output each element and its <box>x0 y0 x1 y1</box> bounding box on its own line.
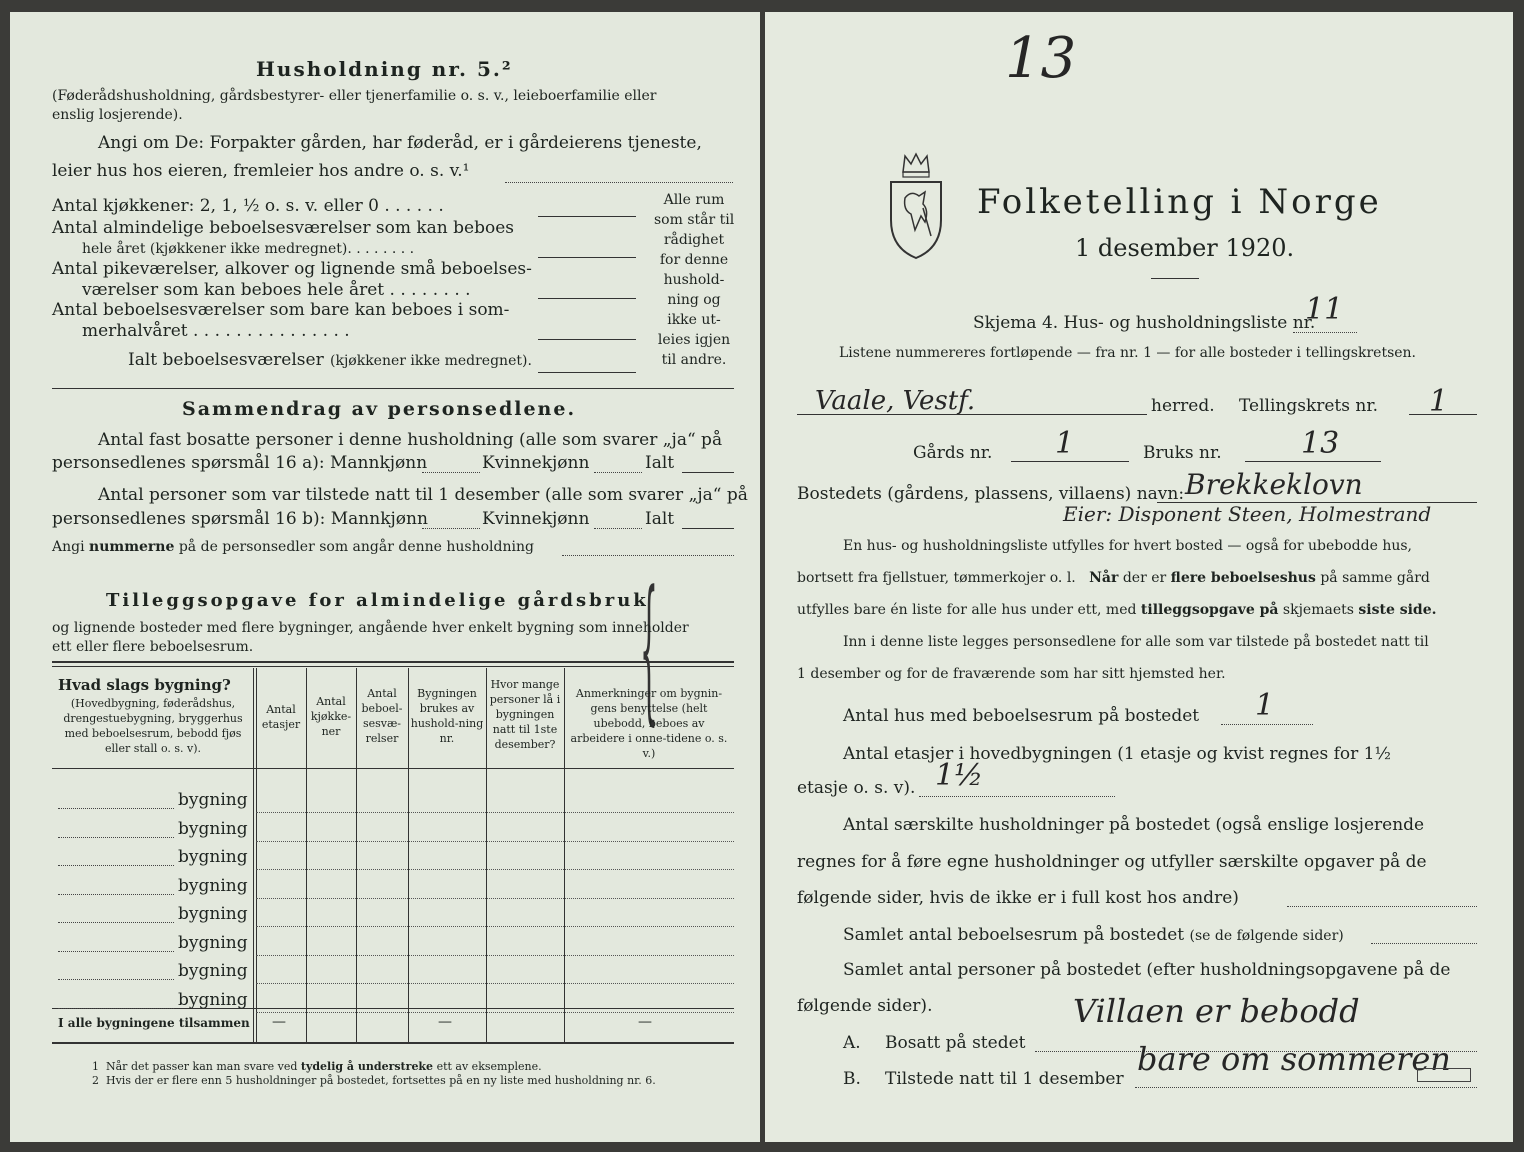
building-row-label: bygning <box>178 904 248 924</box>
printer-stamp <box>1417 1068 1471 1082</box>
para-1c: utfylles bare én liste for alle hus under ett, med tilleggsopgave på skjemaets siste side. <box>797 602 1437 618</box>
para-1a: En hus- og husholdningsliste utfylles for hvert bosted — også for ubebodde hus, <box>843 538 1412 554</box>
summary-2b: personsedlenes spørsmål 16 b): Mannkjønn <box>52 509 428 529</box>
household-subtitle-1: (Føderådshusholdning, gårdsbestyrer- eller tjenerfamilie o. s. v., leieboerfamilie eller <box>52 88 657 104</box>
col-rooms: Antal beboel-sesvæ-relser <box>361 687 403 745</box>
household-title: Husholdning nr. 5.² <box>256 57 513 81</box>
para-2a: Inn i denne liste legges personsedlene for alle som var tilstede på bostedet natt til <box>843 634 1429 650</box>
col-remarks: Anmerkninger om bygnin-gens benyttelse (helt ubebodd, beboes av arbeidere i onne-tidene o. s. v.) <box>570 687 728 760</box>
col-persons: Hvor mange personer lå i bygningen natt til 1ste desember? <box>489 678 561 751</box>
total-buildings-label: I alle bygningene tilsammen <box>58 1016 250 1030</box>
herred-label: herred. <box>1151 396 1215 416</box>
qa-value: Villaen er bebodd <box>1073 992 1360 1030</box>
col-building-head: Hvad slags bygning? <box>58 676 231 694</box>
rooms-total-label: Ialt beboelsesværelser <box>128 350 324 370</box>
rooms-line-2b: værelser som kan beboes hele året . . . . . . . . <box>82 280 471 300</box>
footnote-1: 1 Når det passer kan man svare ved tydelig å understreke ett av eksemplene. <box>92 1060 542 1073</box>
bruks-label: Bruks nr. <box>1143 443 1222 463</box>
main-title: Folketelling i Norge <box>977 182 1382 222</box>
nummer-line: Angi nummerne på de personsedler som angår denne husholdning <box>52 539 534 555</box>
q-persons-b: følgende sider). <box>797 996 933 1016</box>
rooms-line-3a: Antal beboelsesværelser som bare kan beboes i som- <box>52 300 510 320</box>
bosted-label: Bostedets (gårdens, plassens, villaens) navn: <box>797 484 1185 504</box>
summary-2-ialt: Ialt <box>645 509 675 529</box>
household-subtitle-2: enslig losjerende). <box>52 107 183 123</box>
para-2b: 1 desember og for de fraværende som har sitt hjemsted her. <box>797 666 1226 682</box>
side-note: Alle rum som står til rådighet for denne hushold- ning og ikke ut- leies igjen til andre. <box>654 192 735 368</box>
extra-line-1: og lignende bosteder med flere bygninger, angående hver enkelt bygning som inneholder <box>52 620 689 636</box>
q-households-b: regnes for å føre egne husholdninger og utfyller særskilte opgaver på de <box>797 852 1427 872</box>
left-page <box>10 12 760 1142</box>
summary-1-kvinne: Kvinnekjønn <box>482 453 590 473</box>
building-row-label: bygning <box>178 847 248 867</box>
coat-of-arms-icon <box>885 150 947 262</box>
gards-value: 1 <box>1055 426 1075 461</box>
summary-title: Sammendrag av personsedlene. <box>182 398 577 420</box>
summary-1b: personsedlenes spørsmål 16 a): Mannkjønn <box>52 453 428 473</box>
q-floors-value: 1½ <box>935 758 984 793</box>
krets-value: 1 <box>1429 384 1449 419</box>
qb-value: bare om sommeren <box>1137 1040 1451 1078</box>
qb-letter: B. <box>843 1069 861 1089</box>
owner-value: Eier: Disponent Steen, Holmestrand <box>1063 502 1432 526</box>
q-floors-b: etasje o. s. v). <box>797 778 916 798</box>
kitchens-label: Antal kjøkkener: 2, 1, ½ o. s. v. eller 0 . . . . . . <box>52 196 444 216</box>
schema-label: Skjema 4. Hus- og husholdningsliste nr. <box>973 313 1316 333</box>
summary-1a: Antal fast bosatte personer i denne husholdning (alle som svarer „ja“ på <box>98 430 723 450</box>
rooms-line-1b: hele året (kjøkkener ikke medregnet). . . . . . . . <box>82 241 415 257</box>
summary-2-kvinne: Kvinnekjønn <box>482 509 590 529</box>
ask-line-1: Angi om De: Forpakter gården, har føderåd, er i gårdeierens tjeneste, <box>98 133 702 153</box>
summary-2a: Antal personer som var tilstede natt til 1 desember (alle som svarer „ja“ på <box>98 485 748 505</box>
building-row-label: bygning <box>178 961 248 981</box>
qa-letter: A. <box>843 1033 861 1053</box>
extra-title: Tilleggsopgave for almindelige gårdsbruk <box>106 590 649 611</box>
extra-line-2: ett eller flere beboelsesrum. <box>52 639 254 655</box>
krets-label: Tellingskrets nr. <box>1239 396 1379 416</box>
q-floors-a: Antal etasjer i hovedbygningen (1 etasje og kvist regnes for 1½ <box>843 744 1391 764</box>
col-household: Bygningen brukes av hushold-ning nr. <box>410 687 484 745</box>
numbering-note: Listene nummereres fortløpende — fra nr. 1 — for alle bosteder i tellingskretsen. <box>839 345 1417 361</box>
total-dash-3: — <box>638 1014 652 1030</box>
total-dash-1: — <box>272 1014 286 1030</box>
building-row-label: bygning <box>178 989 248 1010</box>
rooms-line-3b: merhalvåret . . . . . . . . . . . . . . . <box>82 321 350 341</box>
rooms-line-1a: Antal almindelige beboelsesværelser som kan beboes <box>52 218 514 238</box>
qb-label: Tilstede natt til 1 desember <box>885 1069 1124 1089</box>
bruks-value: 13 <box>1301 426 1340 461</box>
total-dash-2: — <box>438 1014 452 1030</box>
col-building-sub: (Hovedbygning, føderådshus, drengestuebygning, bryggerhus med beboelsesrum, bebodd fjøs eller stall o. s. v). <box>63 697 243 755</box>
para-1b: bortsett fra fjellstuer, tømmerkojer o. l. Når der er flere beboelseshus på samme gård <box>797 570 1430 586</box>
rooms-line-2a: Antal pikeværelser, alkover og lignende små beboelses- <box>52 259 532 279</box>
rooms-total-note: (kjøkkener ikke medregnet). <box>330 353 532 369</box>
corner-handwritten-number: 13 <box>1005 26 1077 91</box>
census-date: 1 desember 1920. <box>1075 234 1295 262</box>
brace: { <box>640 556 658 742</box>
bosted-value: Brekkeklovn <box>1185 468 1363 501</box>
schema-number: 11 <box>1305 292 1344 327</box>
gards-label: Gårds nr. <box>913 443 993 463</box>
building-row-label: bygning <box>178 818 248 839</box>
right-page <box>765 12 1513 1142</box>
q-rooms-total: Samlet antal beboelsesrum på bostedet (se de følgende sider) <box>843 925 1344 945</box>
q-households-a: Antal særskilte husholdninger på bostedet (også enslige losjerende <box>843 815 1425 835</box>
col-kjokkener: Antal kjøkke-ner <box>310 695 352 738</box>
building-row-label: bygning <box>178 790 248 810</box>
q-persons-a: Samlet antal personer på bostedet (efter husholdningsopgavene på de <box>843 960 1451 980</box>
ask-line-2: leier hus hos eieren, fremleier hos andre o. s. v.¹ <box>52 161 470 181</box>
q-houses: Antal hus med beboelsesrum på bostedet <box>843 706 1200 726</box>
herred-value: Vaale, Vestf. <box>815 386 976 416</box>
building-row-label: bygning <box>178 875 248 896</box>
q-houses-value: 1 <box>1255 688 1275 723</box>
building-row-label: bygning <box>178 932 248 953</box>
footnote-2: 2 Hvis der er flere enn 5 husholdninger på bostedet, fortsettes på en ny liste med husholdning nr. 6. <box>92 1074 656 1087</box>
summary-1-ialt: Ialt <box>645 453 675 473</box>
col-etasjer: Antal etasjer <box>261 703 301 731</box>
q-households-c: følgende sider, hvis de ikke er i full kost hos andre) <box>797 888 1239 908</box>
qa-label: Bosatt på stedet <box>885 1033 1026 1053</box>
